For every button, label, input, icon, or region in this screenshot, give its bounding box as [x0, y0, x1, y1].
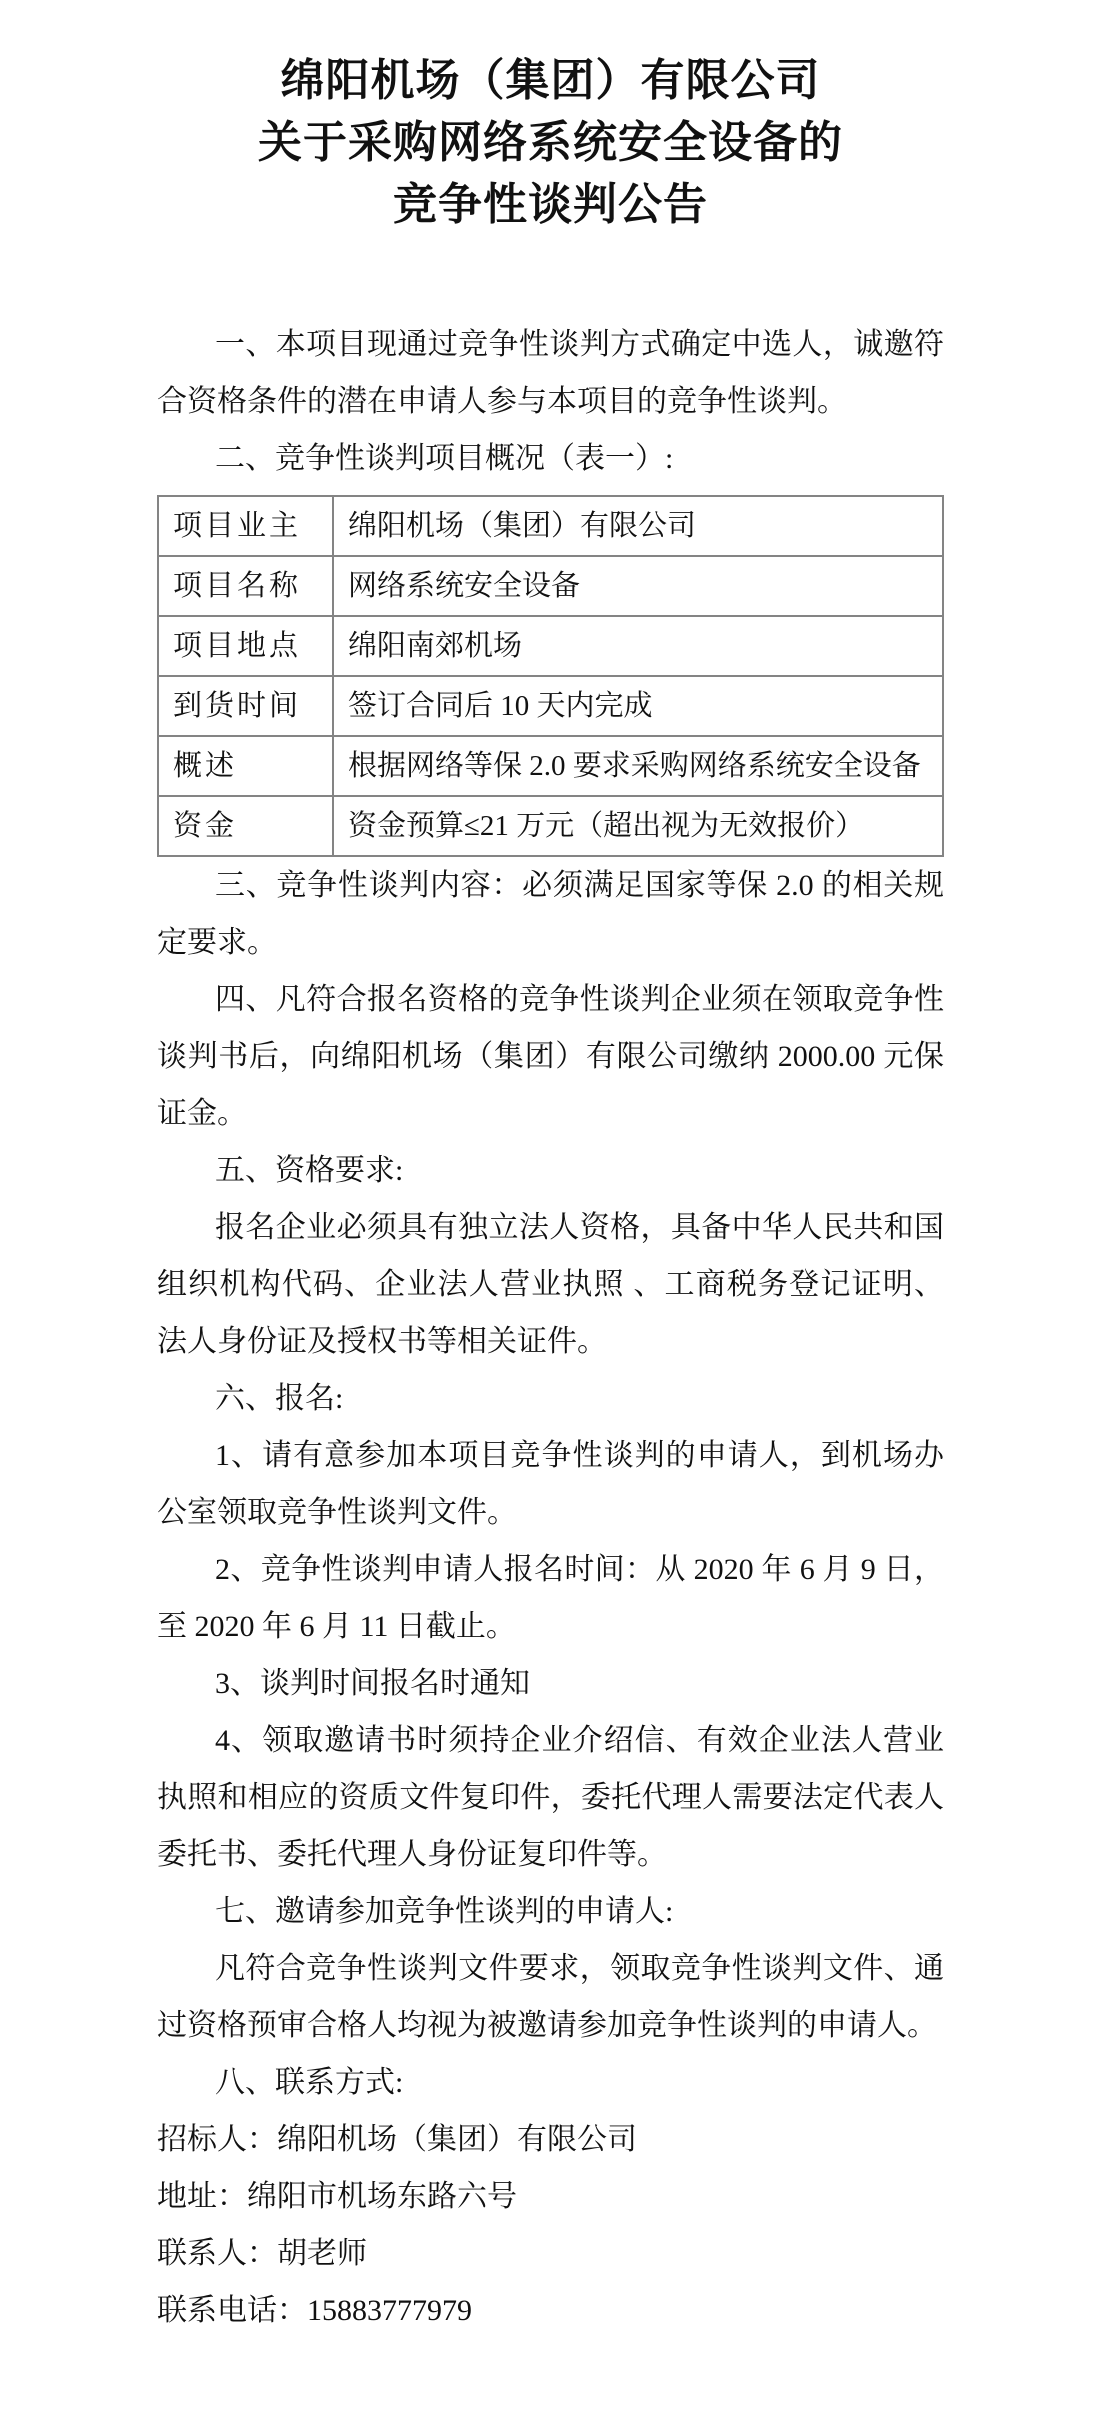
row-value-cell: 签订合同后 10 天内完成	[333, 676, 943, 736]
paragraph-item-6: 报名企业必须具有独立法人资格，具备中华人民共和国组织机构代码、企业法人营业执照 、工商税务登记证明、法人身份证及授权书等相关证件。	[157, 1211, 944, 1358]
row-label-cell: 项目名称	[158, 556, 333, 616]
paragraph-item-3: 三、竞争性谈判内容：必须满足国家等保 2.0 的相关规定要求。	[157, 869, 944, 959]
row-value-cell: 资金预算≤21 万元（超出视为无效报价）	[333, 796, 943, 856]
table-row-location	[158, 616, 943, 676]
paragraph-item-9: 2、竞争性谈判申请人报名时间：从 2020 年 6 月 9 日，至 2020 年 6 月 11 日截止。	[157, 1553, 944, 1643]
paragraph-item-2: 二、竞争性谈判项目概况（表一）:	[215, 442, 674, 475]
paragraph-item-8: 1、请有意参加本项目竞争性谈判的申请人，到机场办公室领取竞争性谈判文件。	[157, 1439, 944, 1529]
row-label-cell: 资金	[158, 796, 333, 856]
row-label-cell: 项目业主	[158, 496, 333, 556]
paragraph-item-4: 四、凡符合报名资格的竞争性谈判企业须在领取竞争性谈判书后，向绵阳机场（集团）有限公司缴纳 2000.00 元保证金。	[157, 983, 944, 1130]
contact-line-person: 联系人：胡老师	[157, 2237, 367, 2270]
row-label-cell: 到货时间	[158, 676, 333, 736]
paragraph-item-5: 五、资格要求:	[215, 1154, 404, 1187]
row-value-cell: 绵阳南郊机场	[333, 616, 943, 676]
contact-line-phone: 联系电话：15883777979	[157, 2294, 472, 2327]
table-row-owner	[158, 496, 943, 556]
paragraph-item-1: 一、本项目现通过竞争性谈判方式确定中选人，诚邀符合资格条件的潜在申请人参与本项目的竞争性谈判。	[157, 328, 944, 418]
title-line-1: 绵阳机场（集团）有限公司	[280, 56, 821, 105]
table-row-project-name	[158, 556, 943, 616]
table-row-delivery-time	[158, 676, 943, 736]
contact-line-address: 地址：绵阳市机场东路六号	[157, 2180, 517, 2213]
table-row-budget	[158, 796, 943, 856]
paragraph-item-7: 六、报名:	[215, 1382, 344, 1415]
row-value-cell: 绵阳机场（集团）有限公司	[333, 496, 943, 556]
paragraph-item-11: 4、领取邀请书时须持企业介绍信、有效企业法人营业执照和相应的资质文件复印件，委托代理人需要法定代表人委托书、委托代理人身份证复印件等。	[157, 1724, 944, 1871]
row-label-cell: 概述	[158, 736, 333, 796]
paragraph-item-10: 3、谈判时间报名时通知	[215, 1667, 530, 1700]
project-overview-table	[157, 495, 944, 857]
table-row-overview	[158, 736, 943, 796]
title-line-3: 竞争性谈判公告	[393, 180, 708, 229]
paragraph-item-14: 八、联系方式:	[215, 2066, 404, 2099]
row-value-cell: 网络系统安全设备	[333, 556, 943, 616]
paragraph-item-13: 凡符合竞争性谈判文件要求，领取竞争性谈判文件、通过资格预审合格人均视为被邀请参加竞争性谈判的申请人。	[157, 1952, 944, 2042]
row-value-cell: 根据网络等保 2.0 要求采购网络系统安全设备	[333, 736, 943, 796]
title-line-2: 关于采购网络系统安全设备的	[258, 118, 843, 167]
document-body	[157, 316, 944, 2339]
paragraph-item-12: 七、邀请参加竞争性谈判的申请人:	[215, 1895, 674, 1928]
row-label-cell: 项目地点	[158, 616, 333, 676]
document-title	[157, 50, 944, 236]
contact-line-bidder: 招标人：绵阳机场（集团）有限公司	[157, 2123, 637, 2156]
